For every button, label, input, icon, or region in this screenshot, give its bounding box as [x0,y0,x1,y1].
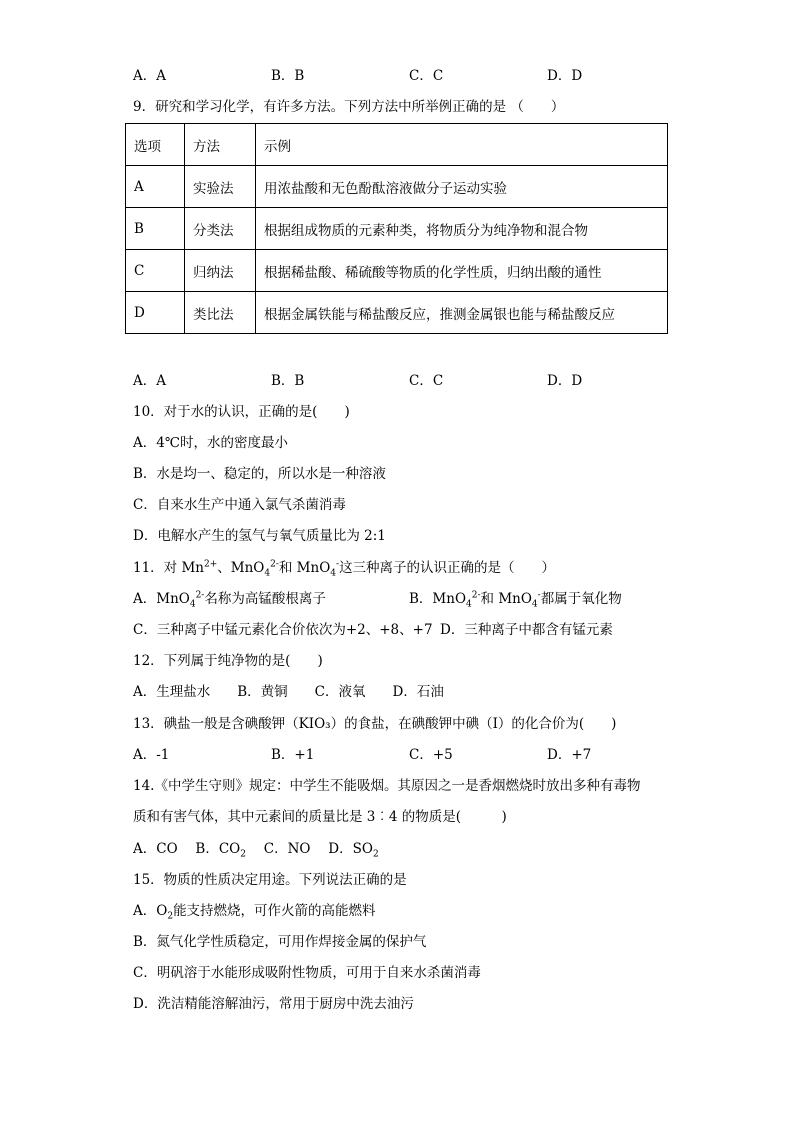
table-header-cell: 方法 [185,124,256,166]
q15-option-d: D．洗洁精能溶解油污，常用于厨房中洗去油污 [133,996,414,1012]
q10-option-a: A．4℃时，水的密度最小 [133,435,288,451]
q9-option-a: A．A [133,373,166,389]
table-header-cell: 选项 [126,124,185,166]
q13-option-c: C．+5 [409,747,453,763]
q8-option-d: D．D [547,68,583,84]
q12-options: A．生理盐水 B．黄铜 C．液氧 D．石油 [133,684,444,700]
table-cell: 用浓盐酸和无色酚酞溶液做分子运动实验 [256,166,668,208]
q8-option-c: C．C [409,68,444,84]
q14-options: A．CO B．$CO_2$ C．NO D．$SO_2$ [133,841,379,860]
q10-stem: 10．对于水的认识，正确的是( ) [133,404,350,420]
q10-option-c: C．自来水生产中通入氯气杀菌消毒 [133,497,346,513]
table-cell: 根据稀盐酸、稀硫酸等物质的化学性质，归纳出酸的通性 [256,250,668,292]
table-cell: B [126,208,185,250]
table-header-cell: 示例 [256,124,668,166]
q8-option-b: B．B [271,68,305,84]
q10-option-b: B．水是均一、稳定的，所以水是一种溶液 [133,466,386,482]
table-row [126,250,668,292]
q15-option-a: A．$O_2$能支持燃烧，可作火箭的高能燃料 [133,903,376,922]
q13-option-d: D．+7 [547,747,592,763]
q9-option-d: D．D [547,373,583,389]
q14-stem-line-2: 质和有害气体，其中元素间的质量比是 3︰4 的物质是( ) [133,809,507,825]
q9-option-c: C．C [409,373,444,389]
q14-stem-line-1: 14.《中学生守则》规定：中学生不能吸烟。其原因之一是香烟燃烧时放出多种有毒物 [133,778,641,794]
q15-option-c: C．明矾溶于水能形成吸附性物质，可用于自来水杀菌消毒 [133,965,481,981]
table-cell: 归纳法 [185,250,256,292]
q8-option-a: A．A [133,68,166,84]
q13-option-b: B．+1 [271,747,315,763]
table-cell: 分类法 [185,208,256,250]
table-header-row [126,124,668,166]
table-cell: D [126,292,185,334]
q13-option-a: A．-1 [133,747,170,763]
q9-option-b: B．B [271,373,305,389]
table-row [126,208,668,250]
q11-option-a: A．MnO$_4^{2-}$名称为高锰酸根离子 [133,590,326,610]
table-cell: 实验法 [185,166,256,208]
q11-stem: 11．对 $Mn^{2+}$、MnO$_4^{2-}$和 MnO$_4$-这三种离子的认识正确的是（ ） [133,559,556,579]
q11-option-b: B．MnO$_4^{2-}$和 MnO$_4$-都属于氧化物 [409,590,622,610]
table-cell: C [126,250,185,292]
table-cell: 根据组成物质的元素种类，将物质分为纯净物和混合物 [256,208,668,250]
q15-stem: 15．物质的性质决定用途。下列说法正确的是 [133,872,407,888]
table-cell: 类比法 [185,292,256,334]
table-row [126,292,668,334]
table-row [126,166,668,208]
q11-option-d: D．三种离子中都含有锰元素 [440,622,613,638]
q13-stem: 13．碘盐一般是含碘酸钾（KIO₃）的食盐，在碘酸钾中碘（I）的化合价为( ) [133,716,617,732]
table-cell: 根据金属铁能与稀盐酸反应，推测金属银也能与稀盐酸反应 [256,292,668,334]
q15-option-b: B．氮气化学性质稳定，可用作焊接金属的保护气 [133,934,427,950]
q12-stem: 12．下列属于纯净物的是( ) [133,653,323,669]
q11-option-c: C．三种离子中锰元素化合价依次为+2、+8、+7 [133,622,433,638]
q10-option-d: D．电解水产生的氢气与氧气质量比为 2:1 [133,528,386,544]
q9-table [125,123,668,334]
q9-stem: 9．研究和学习化学，有许多方法。下列方法中所举例正确的是 （ ） [133,99,565,115]
table-cell: A [126,166,185,208]
